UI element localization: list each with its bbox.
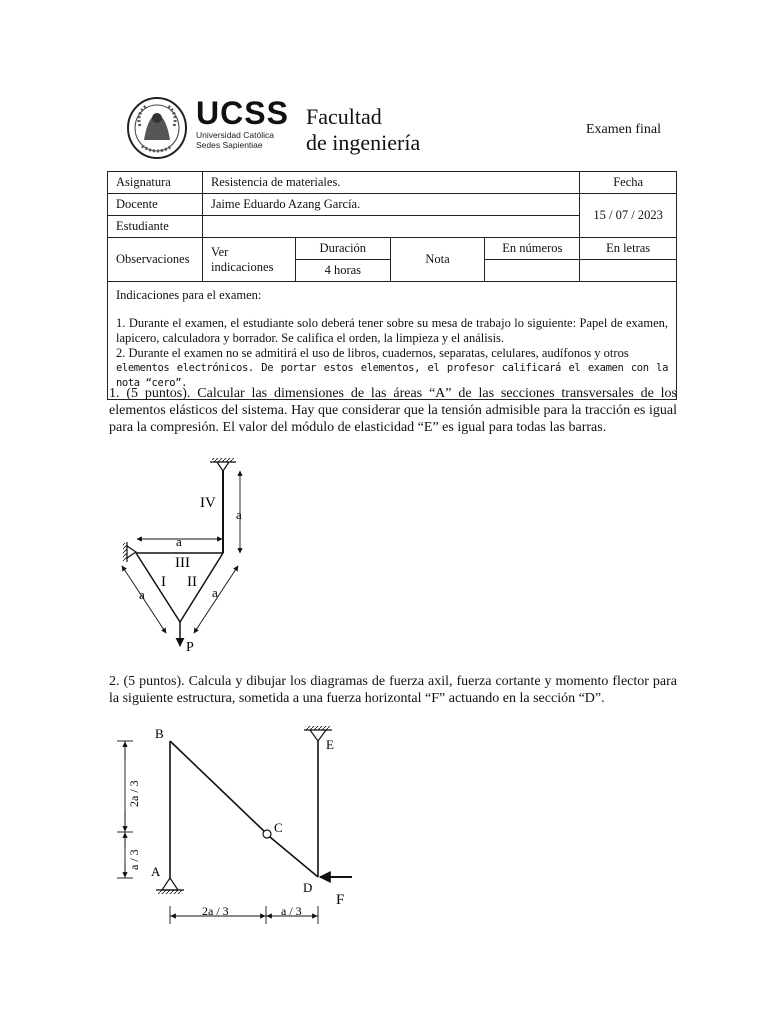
node-d-label: D <box>303 880 313 895</box>
exam-type-label: Examen final <box>586 122 662 137</box>
member-cd <box>270 837 318 877</box>
university-name-line2: Sedes Sapientiae <box>196 140 263 150</box>
label-iii: III <box>175 555 190 571</box>
dim-horizontal-right-label: a / 3 <box>281 904 302 918</box>
faculty-title-line1: Facultad <box>306 104 382 129</box>
en-numeros-label: En números <box>485 238 580 260</box>
estudiante-label: Estudiante <box>108 216 203 238</box>
en-letras-label: En letras <box>580 238 677 260</box>
dim-vertical-top-label: 2a / 3 <box>127 780 141 807</box>
fecha-value: 15 / 07 / 2023 <box>580 194 677 238</box>
instruction-item-2a: 2. Durante el examen no se admitirá el uso de libros, cuadernos, separatas, celulares, audífonos y otros <box>116 346 629 360</box>
label-load-p: P <box>186 640 194 655</box>
faculty-title <box>306 104 420 156</box>
asignatura-value: Resistencia de materiales. <box>202 172 579 194</box>
observaciones-label: Observaciones <box>108 238 203 282</box>
exam-info-table <box>107 171 677 400</box>
support-a-icon <box>162 878 178 890</box>
question-2-text: 2. (5 puntos). Calcula y dibujar los diagramas de fuerza axil, fuerza cortante y momento flector para la siguiente estructura, sometida a una fuerza horizontal “F” actuando en la sección “D”. <box>109 674 677 706</box>
dim-horizontal-left-label: 2a / 3 <box>202 904 229 918</box>
truss-figure <box>112 455 262 655</box>
duracion-value: 4 horas <box>295 260 390 282</box>
university-name-line1: Universidad Católica <box>196 130 274 140</box>
force-f-label: F <box>336 892 345 908</box>
label-iv: IV <box>200 495 216 511</box>
observaciones-value: Ver indicaciones <box>202 238 295 282</box>
label-dim-i: a <box>139 587 145 602</box>
duracion-label: Duración <box>295 238 390 260</box>
faculty-title-line2: de ingeniería <box>306 130 421 155</box>
nota-label: Nota <box>390 238 485 282</box>
node-e-label: E <box>326 737 334 752</box>
member-bc <box>170 741 266 833</box>
label-dim-iv: a <box>236 507 242 522</box>
university-seal-icon <box>126 96 188 160</box>
instructions-box <box>108 282 677 400</box>
brand-logo <box>196 96 289 150</box>
en-numeros-field[interactable] <box>485 260 580 282</box>
node-c-label: C <box>274 820 283 835</box>
instruction-item-2b: elementos electrónicos. De portar estos elementos, el profesor calificará el examen con la nota “cero”. <box>116 362 668 389</box>
hinge-c-icon <box>263 830 271 838</box>
question-1-text: 1. (5 puntos). Calcular las dimensiones de las áreas “A” de las secciones transversales de los elementos elásticos del sistema. Hay que considerar que la tensión admisible para la tracción es igual para la compresión. El valor del módulo de elasticidad “E” es igual para todas las barras. <box>109 386 677 435</box>
dim-vertical-bottom-label: a / 3 <box>127 849 141 870</box>
label-ii: II <box>187 574 197 590</box>
brand-name: UCSS <box>196 95 289 131</box>
node-b-label: B <box>155 726 164 741</box>
docente-label: Docente <box>108 194 203 216</box>
estudiante-field[interactable] <box>202 216 579 238</box>
label-dim-iii: a <box>176 534 182 549</box>
frame-figure <box>107 720 360 930</box>
en-letras-field[interactable] <box>580 260 677 282</box>
label-dim-ii: a <box>212 585 218 600</box>
node-a-label: A <box>151 864 161 879</box>
instruction-item-1: 1. Durante el examen, el estudiante solo deberá tener sobre su mesa de trabajo lo siguiente: Papel de examen, lapicero, calculadora y borrador. Se califica el orden, la limpieza y el análisis. <box>116 316 668 345</box>
instructions-title: Indicaciones para el examen: <box>116 288 262 302</box>
asignatura-label: Asignatura <box>108 172 203 194</box>
fecha-label: Fecha <box>580 172 677 194</box>
label-i: I <box>161 574 166 590</box>
docente-value: Jaime Eduardo Azang García. <box>202 194 579 216</box>
